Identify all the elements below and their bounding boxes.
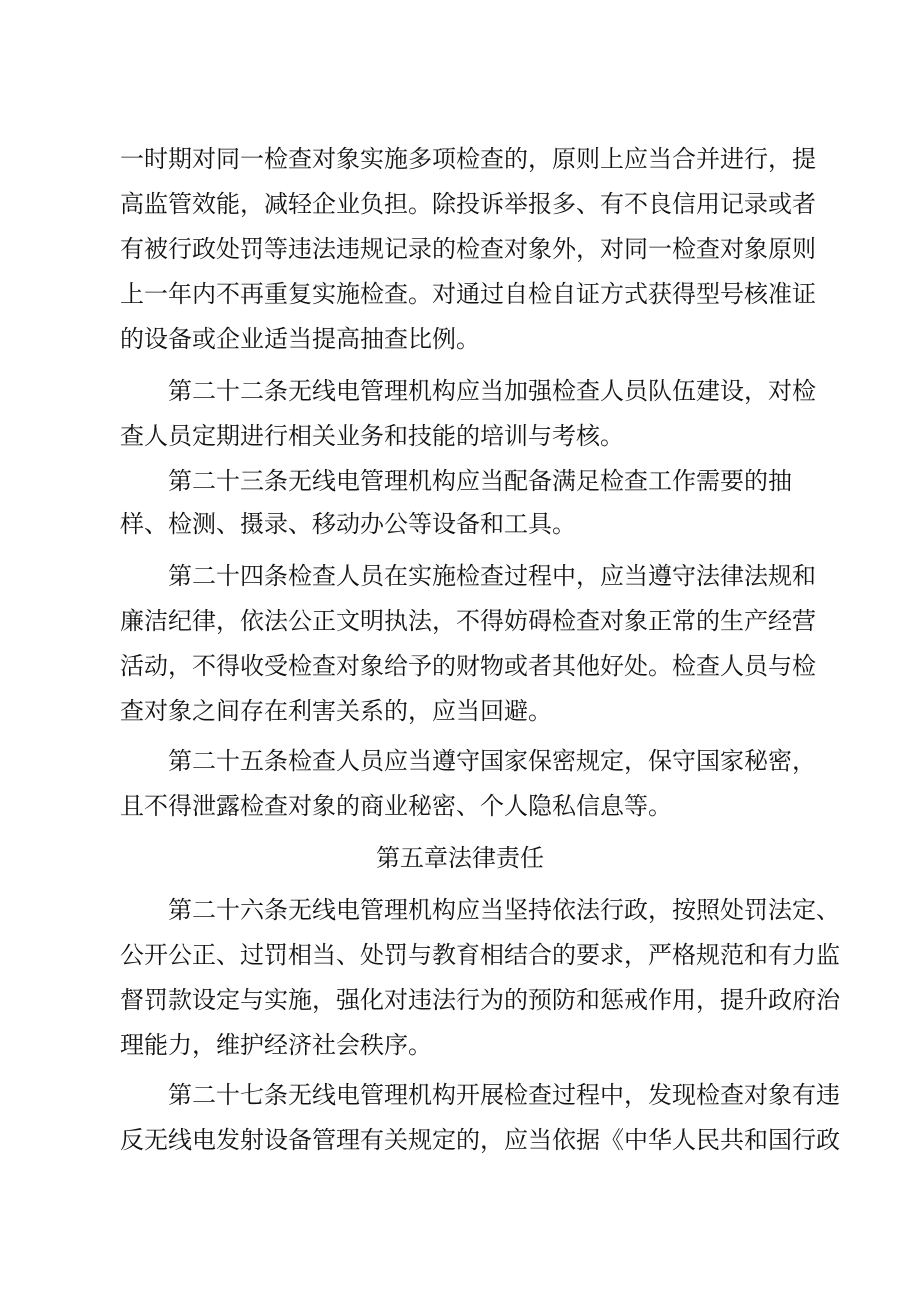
article-24-line: 第二十四条检查人员在实施检查过程中，应当遵守法律法规和 [168, 562, 816, 590]
paragraph-line: 有被行政处罚等违法违规记录的检查对象外，对同一检查对象原则 [120, 235, 816, 263]
article-27-line: 反无线电发射设备管理有关规定的，应当依据《中华人民共和国行政 [120, 1126, 840, 1154]
article-22-line: 第二十二条无线电管理机构应当加强检查人员队伍建设，对检 [168, 377, 816, 405]
paragraph-line: 一时期对同一检查对象实施多项检查的，原则上应当合并进行，提 [120, 145, 816, 173]
article-26-line: 第二十六条无线电管理机构应当坚持依法行政，按照处罚法定、 [168, 896, 840, 924]
article-24-line: 廉洁纪律，依法公正文明执法，不得妨碍检查对象正常的生产经营 [120, 607, 816, 635]
article-23-line: 第二十三条无线电管理机构应当配备满足检查工作需要的抽 [168, 467, 792, 495]
article-26-line: 公开公正、过罚相当、处罚与教育相结合的要求，严格规范和有力监 [120, 941, 840, 969]
article-27-line: 第二十七条无线电管理机构开展检查过程中，发现检查对象有违 [168, 1081, 840, 1109]
article-26-line: 理能力，维护经济社会秩序。 [120, 1031, 432, 1059]
chapter-heading: 第五章法律责任 [376, 844, 544, 872]
article-25-line: 且不得泄露检查对象的商业秘密、个人隐私信息等。 [120, 792, 672, 820]
article-26-line: 督罚款设定与实施，强化对违法行为的预防和惩戒作用，提升政府治 [120, 986, 840, 1014]
article-25-line: 第二十五条检查人员应当遵守国家保密规定，保守国家秘密， [168, 747, 816, 775]
paragraph-line: 的设备或企业适当提高抽查比例。 [120, 325, 480, 353]
article-24-line: 活动，不得收受检查对象给予的财物或者其他好处。检查人员与检 [120, 652, 816, 680]
article-23-line: 样、检测、摄录、移动办公等设备和工具。 [120, 510, 576, 538]
paragraph-line: 高监管效能，减轻企业负担。除投诉举报多、有不良信用记录或者 [120, 190, 816, 218]
article-24-line: 查对象之间存在利害关系的，应当回避。 [120, 697, 552, 725]
article-22-line: 查人员定期进行相关业务和技能的培训与考核。 [120, 422, 624, 450]
paragraph-line: 上一年内不再重复实施检查。对通过自检自证方式获得型号核准证 [120, 280, 816, 308]
